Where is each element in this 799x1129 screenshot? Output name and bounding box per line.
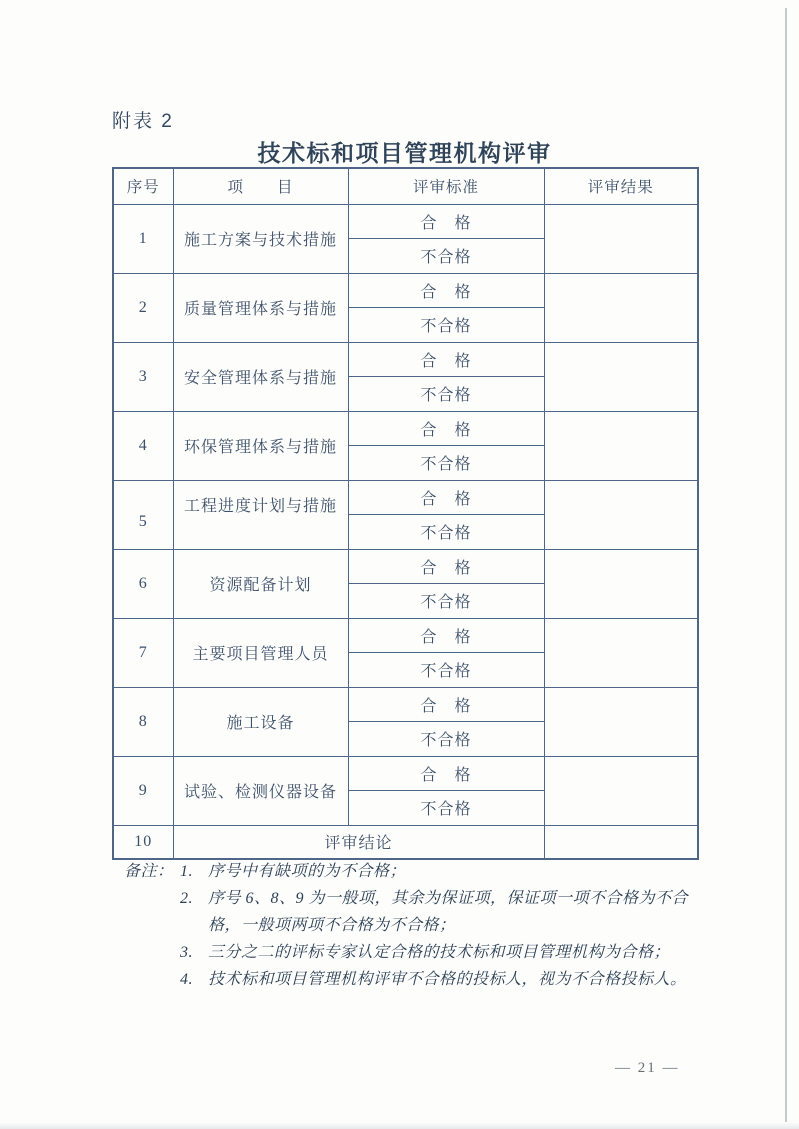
table-row [113,204,698,239]
note-item [180,939,696,966]
pass-cell: 合 格 [348,411,544,446]
note-item [180,966,696,993]
document-title: 技术标和项目管理机构评审 [257,140,552,166]
note-item [180,885,696,939]
fail-cell: 不合格 [348,584,544,619]
conclusion-row [113,825,698,859]
table-row [113,342,698,377]
result-cell [544,273,698,342]
result-cell [544,411,698,480]
item-cell: 试验、检测仪器设备 [173,756,348,825]
note-number: 4. [180,971,193,988]
scanner-bottom-shadow [0,1122,799,1129]
result-cell [544,756,698,825]
row-number: 3 [113,342,173,411]
item-cell: 环保管理体系与措施 [173,411,348,480]
row-number: 9 [113,756,173,825]
row-number: 1 [113,204,173,273]
fail-cell: 不合格 [348,446,544,481]
table-row [113,411,698,446]
result-cell [544,480,698,549]
table-row [113,618,698,653]
note-text: 三分之二的评标专家认定合格的技术标和项目管理机构为合格； [208,944,671,961]
row-number: 4 [113,411,173,480]
fail-cell: 不合格 [348,722,544,757]
attachment-label: 附表 2 [112,111,174,132]
result-cell [544,825,698,859]
fail-cell: 不合格 [348,308,544,343]
table-row [113,756,698,791]
pass-cell: 合 格 [348,549,544,584]
table-row [113,687,698,722]
fail-cell: 不合格 [348,515,544,550]
item-cell: 施工方案与技术措施 [173,204,348,273]
pass-cell: 合 格 [348,273,544,308]
pass-cell: 合 格 [348,342,544,377]
review-table [112,167,699,860]
result-cell [544,204,698,273]
row-number: 10 [113,825,173,859]
header-result: 评审结果 [544,168,698,204]
row-number: 8 [113,687,173,756]
result-cell [544,549,698,618]
pass-cell: 合 格 [348,204,544,239]
header-item: 项 目 [173,168,348,204]
item-cell: 质量管理体系与措施 [173,273,348,342]
note-text: 技术标和项目管理机构评审不合格的投标人，视为不合格投标人。 [208,971,687,988]
page-number: — 21 — [615,1060,680,1076]
table-row [113,273,698,308]
note-text: 序号中有缺项的为不合格； [208,863,407,880]
conclusion-cell: 评审结论 [173,825,544,859]
note-item [180,858,696,885]
note-number: 2. [180,890,193,907]
table-row [113,480,698,515]
pass-cell: 合 格 [348,480,544,515]
fail-cell: 不合格 [348,239,544,274]
result-cell [544,618,698,687]
result-cell [544,687,698,756]
notes-section [124,858,696,993]
header-criteria: 评审标准 [348,168,544,204]
fail-cell: 不合格 [348,377,544,412]
header-no: 序号 [113,168,173,204]
item-cell: 安全管理体系与措施 [173,342,348,411]
item-cell: 资源配备计划 [173,549,348,618]
note-number: 1. [180,863,193,880]
row-number: 2 [113,273,173,342]
note-text: 序号 6、8、9 为一般项，其余为保证项，保证项一项不合格为不合 [208,890,689,907]
row-number: 7 [113,618,173,687]
table-header-row [113,168,698,204]
note-text: 格，一般项两项不合格为不合格； [208,917,456,934]
item-cell: 主要项目管理人员 [173,618,348,687]
scanner-edge-artifact [785,8,787,1129]
item-cell: 工程进度计划与措施 [173,480,348,549]
row-number: 6 [113,549,173,618]
item-cell: 施工设备 [173,687,348,756]
note-number: 3. [180,944,193,961]
row-number: 5 [113,480,173,549]
fail-cell: 不合格 [348,791,544,826]
fail-cell: 不合格 [348,653,544,688]
table-row [113,549,698,584]
notes-label: 备注： [124,863,174,880]
pass-cell: 合 格 [348,756,544,791]
pass-cell: 合 格 [348,687,544,722]
result-cell [544,342,698,411]
pass-cell: 合 格 [348,618,544,653]
